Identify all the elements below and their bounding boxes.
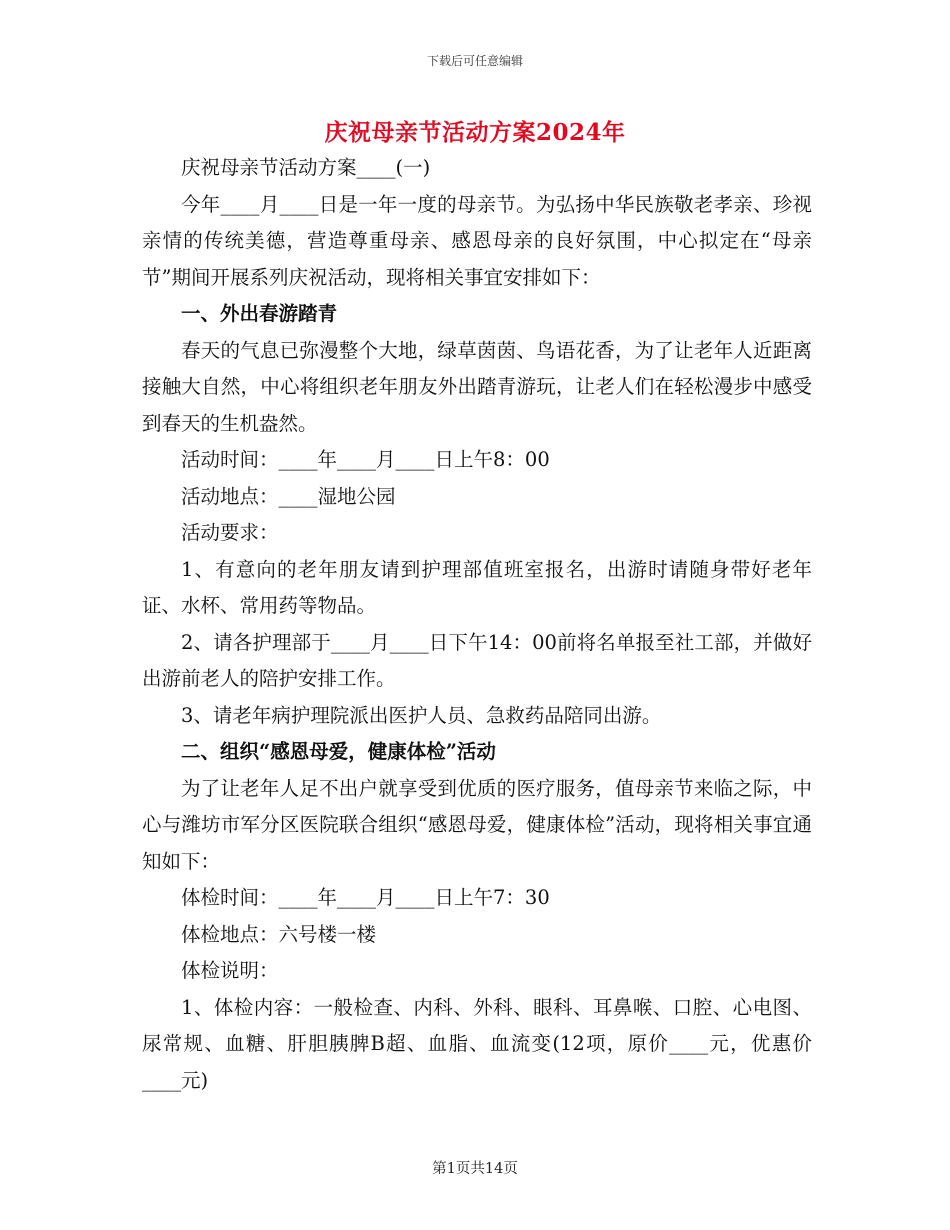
body-paragraph: 为了让老年人足不出户就享受到优质的医疗服务，值母亲节来临之际，中心与潍坊市军分区医院联合组织“感恩母爱，健康体检”活动，现将相关事宜通知如下： [142, 776, 812, 873]
requirement-item: 2、请各护理部于____月____日下午14：00前将名单报至社工部，并做好出游前老人的陪护安排工作。 [142, 630, 812, 690]
requirement-item: 1、有意向的老年朋友请到护理部值班室报名，出游时请随身带好老年证、水杯、常用药等物品。 [142, 557, 812, 617]
checkup-location: 体检地点：六号楼一楼 [181, 922, 377, 946]
body-paragraph: 春天的气息已弥漫整个大地，绿草茵茵、鸟语花香，为了让老年人近距离接触大自然，中心将组织老年朋友外出踏青游玩，让老人们在轻松漫步中感受到春天的生机盎然。 [142, 338, 812, 435]
intro-paragraph: 今年____月____日是一年一度的母亲节。为弘扬中华民族敬老孝亲、珍视亲情的传统美德，营造尊重母亲、感恩母亲的良好氛围，中心拟定在“母亲节”期间开展系列庆祝活动，现将相关事宜安排如下： [142, 192, 812, 289]
checkup-item: 1、体检内容：一般检查、内科、外科、眼科、耳鼻喉、口腔、心电图、尿常规、血糖、肝胆胰脾B超、血脂、血流变(12项，原价____元，优惠价____元) [142, 995, 812, 1092]
section-subtitle: 庆祝母亲节活动方案____(一) [181, 156, 431, 179]
page-footer: 第1页共14页 [432, 1161, 518, 1177]
checkup-time: 体检时间：____年____月____日上午7：30 [181, 886, 550, 909]
activity-location: 活动地点：____湿地公园 [181, 484, 396, 508]
document-body [142, 150, 812, 1099]
document-title: 庆祝母亲节活动方案2024年 [324, 119, 626, 146]
checkup-notes-label: 体检说明： [181, 959, 279, 982]
section-heading-2: 二、组织“感恩母爱，健康体检”活动 [181, 740, 496, 763]
activity-requirements-label: 活动要求： [181, 521, 279, 544]
section-heading-1: 一、外出春游踏青 [181, 302, 338, 325]
page-header: 下载后可任意编辑 [426, 54, 523, 68]
requirement-item: 3、请老年病护理院派出医护人员、急救药品陪同出游。 [181, 703, 662, 727]
activity-time: 活动时间：____年____月____日上午8：00 [181, 448, 550, 471]
